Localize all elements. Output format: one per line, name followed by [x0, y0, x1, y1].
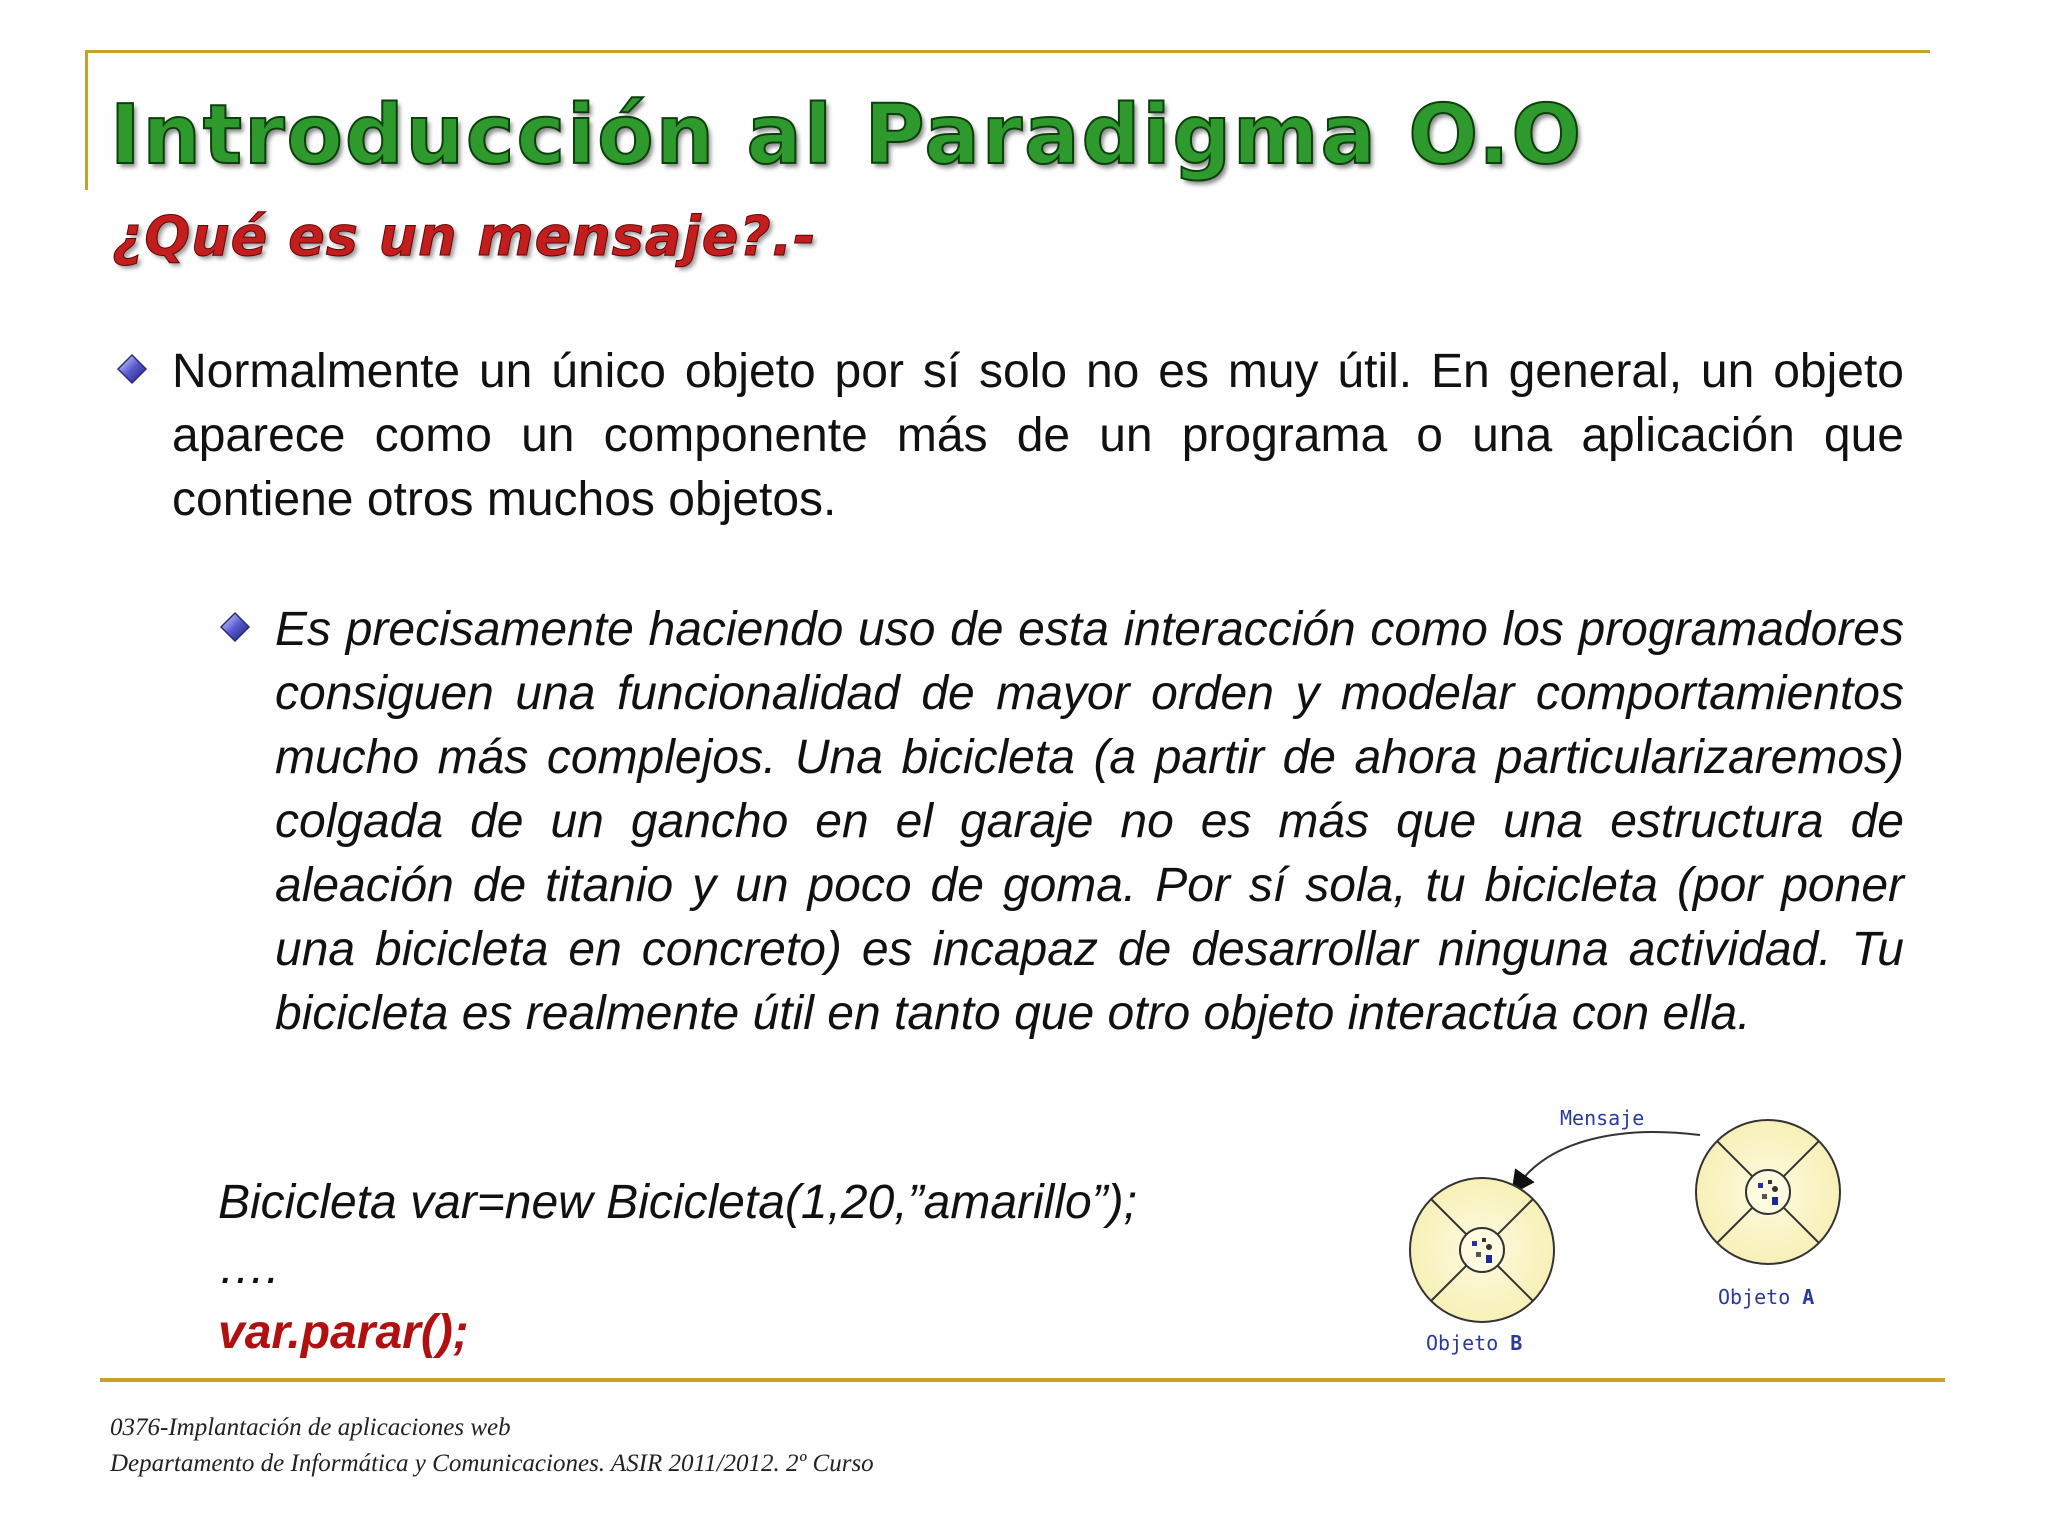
object-a-label: Objeto A — [1718, 1285, 1815, 1309]
message-diagram — [1400, 1100, 1880, 1360]
slide-subtitle: ¿Qué es un mensaje?.- — [112, 205, 817, 268]
slide-title: Introducción al Paradigma O.O — [110, 88, 1584, 183]
bullet-text-2: Es precisamente haciendo uso de esta interacción como los programadores consiguen una funcionalidad de mayor orden y modelar comportamientos mucho más complejos. Una bicicleta (a partir de ahora particularizaremos) colgada de un gancho en el garaje no es más que una estructura de aleación de titanio y un poco de goma. Por sí sola, tu bicicleta (por poner una bicicleta en concreto) es incapaz de desarrollar ninguna actividad. Tu bicicleta es realmente útil en tanto que otro objeto interactúa con ella. — [275, 603, 1904, 1040]
footer-department: Departamento de Informática y Comunicaciones. ASIR 2011/2012. 2º Curso — [110, 1450, 874, 1477]
diamond-bullet-icon — [218, 610, 252, 644]
object-b — [1410, 1178, 1554, 1322]
code-line-ellipsis: …. — [218, 1241, 280, 1294]
left-rule — [85, 50, 88, 190]
diamond-bullet-icon — [115, 352, 149, 386]
top-rule — [85, 50, 1930, 53]
message-arrow — [1518, 1132, 1700, 1185]
object-a — [1696, 1120, 1840, 1264]
bottom-rule — [100, 1378, 1945, 1382]
code-line-method-call: var.parar(); — [218, 1306, 469, 1359]
bullet-text-1: Normalmente un único objeto por sí solo no es muy útil. En general, un objeto aparece como un componente más de un programa o una aplicación que contiene otros muchos objetos. — [172, 345, 1904, 526]
object-b-label: Objeto B — [1426, 1331, 1523, 1355]
message-label: Mensaje — [1560, 1106, 1645, 1130]
code-line-constructor: Bicicleta var=new Bicicleta(1,20,”amarillo”); — [218, 1176, 1137, 1229]
footer-course: 0376-Implantación de aplicaciones web — [110, 1414, 511, 1441]
